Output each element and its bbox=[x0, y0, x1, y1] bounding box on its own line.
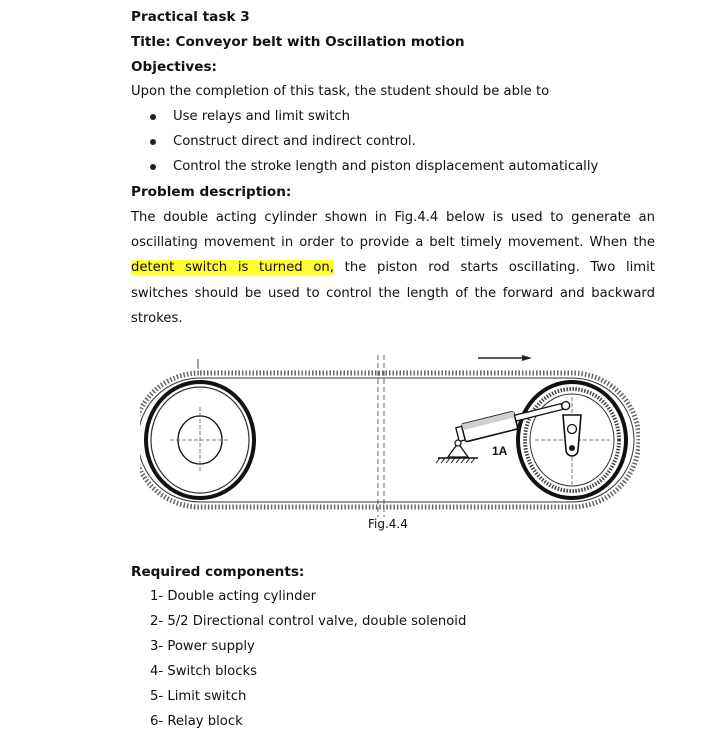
problem-heading: Problem description: bbox=[131, 184, 292, 200]
conveyor-figure bbox=[140, 345, 640, 535]
objective-item: Construct direct and indirect control. bbox=[173, 134, 416, 149]
problem-line-2: oscillating movement in order to provide a belt timely movement. When the bbox=[131, 235, 655, 250]
highlighted-phrase: detent switch is turned on, bbox=[131, 260, 334, 275]
component-item: 1- Double acting cylinder bbox=[150, 589, 316, 604]
problem-line-1: The double acting cylinder shown in Fig.4.4 below is used to generate an bbox=[131, 210, 655, 225]
task-title: Title: Conveyor belt with Oscillation motion bbox=[131, 34, 465, 50]
problem-line-3 bbox=[131, 259, 655, 277]
objective-item: Use relays and limit switch bbox=[173, 109, 350, 124]
problem-line-4: switches should be used to control the length of the forward and backward bbox=[131, 286, 655, 301]
left-drum bbox=[146, 382, 254, 498]
bullet-icon bbox=[150, 164, 156, 170]
objective-item: Control the stroke length and piston displacement automatically bbox=[173, 159, 599, 174]
cylinder-mount bbox=[436, 440, 478, 463]
component-item: 4- Switch blocks bbox=[150, 664, 257, 679]
conveyor-diagram bbox=[140, 345, 640, 535]
center-line bbox=[378, 355, 384, 517]
component-item: 2- 5/2 Directional control valve, double solenoid bbox=[150, 614, 467, 629]
objectives-heading: Objectives: bbox=[131, 59, 217, 75]
component-item: 6- Relay block bbox=[150, 714, 243, 729]
figure-caption: Fig.4.4 bbox=[368, 517, 408, 531]
direction-arrow-icon bbox=[478, 355, 532, 361]
bullet-icon bbox=[150, 114, 156, 120]
component-item: 5- Limit switch bbox=[150, 689, 247, 704]
right-drum bbox=[518, 382, 626, 498]
problem-line-5: strokes. bbox=[131, 311, 183, 326]
component-item: 3- Power supply bbox=[150, 639, 255, 654]
bullet-icon bbox=[150, 139, 156, 145]
task-number: Practical task 3 bbox=[131, 9, 250, 25]
components-heading: Required components: bbox=[131, 564, 305, 580]
problem-line-3-rest: the piston rod starts oscillating. Two limit bbox=[344, 260, 655, 275]
cylinder-label: 1A bbox=[492, 444, 508, 458]
objectives-intro: Upon the completion of this task, the student should be able to bbox=[131, 84, 550, 99]
